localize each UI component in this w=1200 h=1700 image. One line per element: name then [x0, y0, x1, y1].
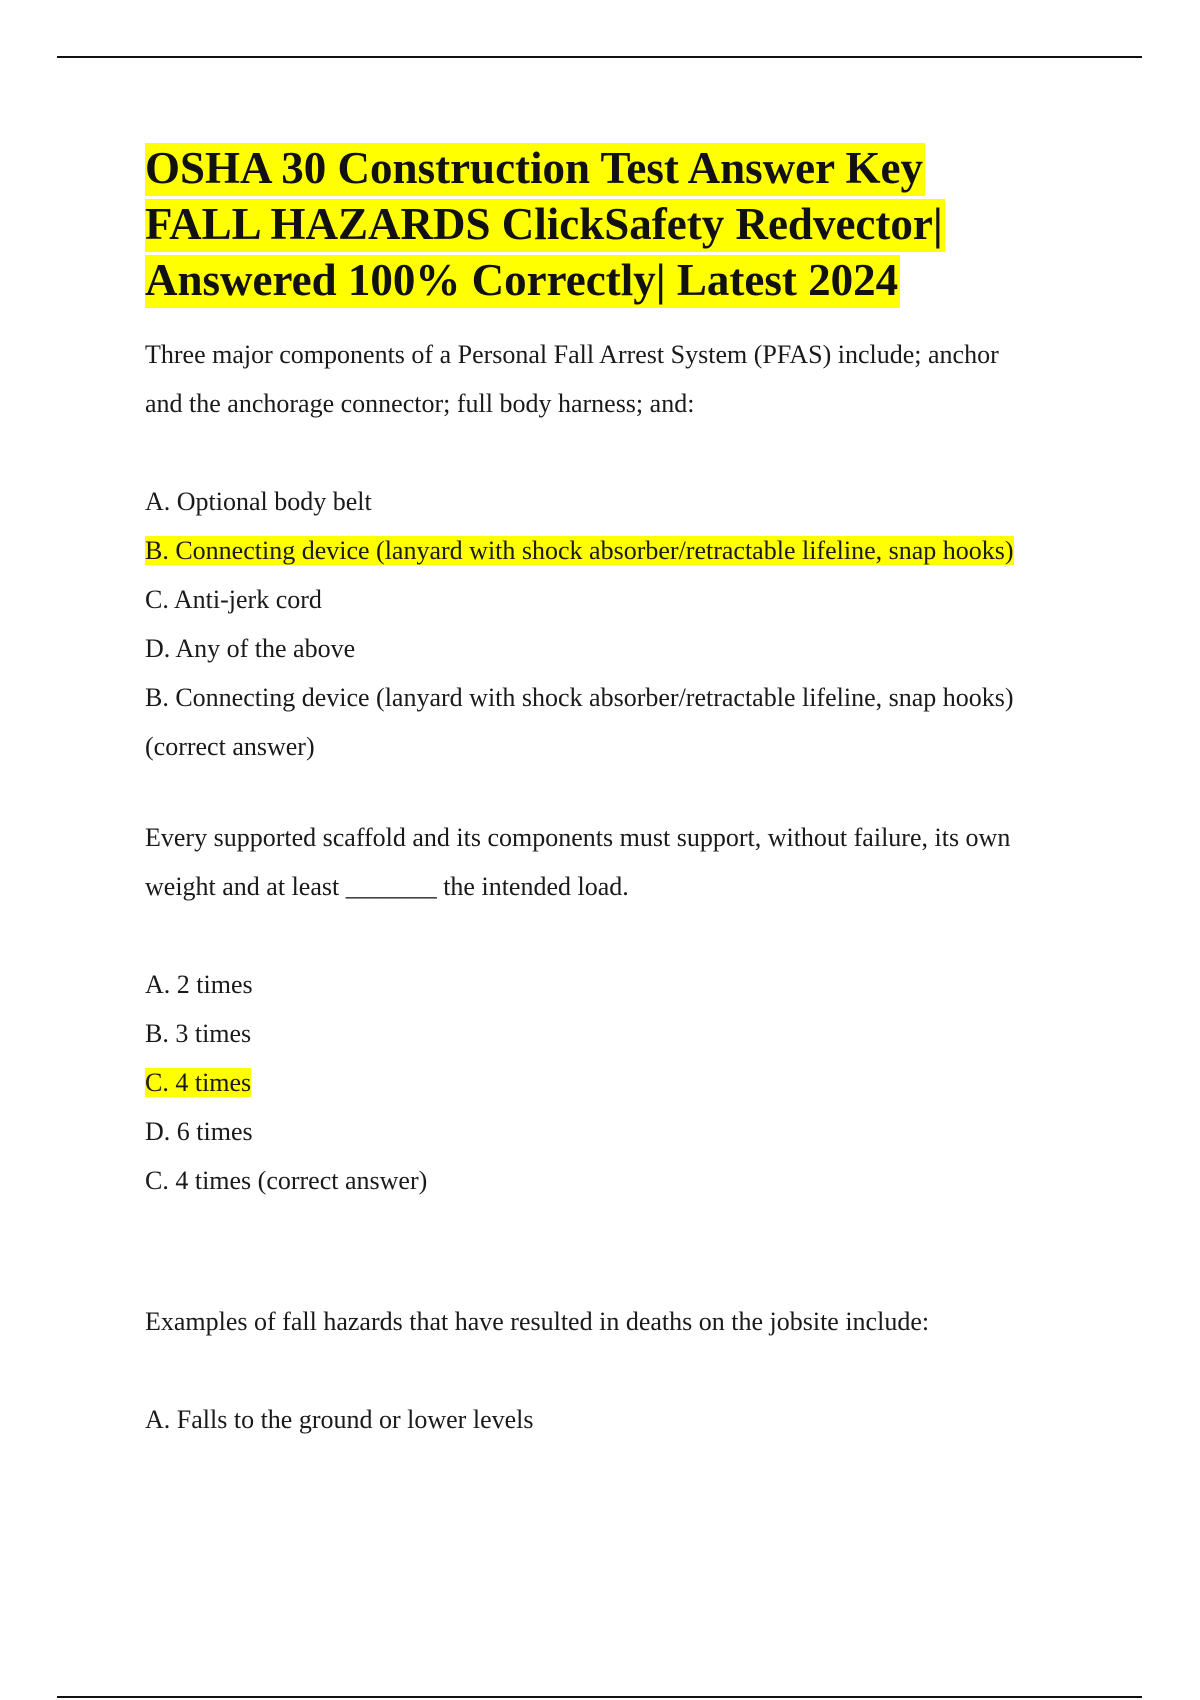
question-3-option-a — [145, 1395, 1105, 1444]
document-body — [145, 140, 1105, 1444]
question-1-answer-line-1: B. Connecting device (lanyard with shock absorber/retractable lifeline, snap hooks) — [145, 683, 1014, 712]
document-title — [145, 140, 1105, 308]
question-2-prompt — [145, 813, 1105, 911]
question-3-prompt — [145, 1297, 1105, 1346]
top-divider — [57, 56, 1142, 58]
option-text: A. Falls to the ground or lower levels — [145, 1405, 534, 1434]
question-2-prompt-line-1: Every supported scaffold and its components must support, without failure, its own — [145, 823, 1011, 852]
question-2-option-c — [145, 1058, 1105, 1107]
highlighted-option-text: B. Connecting device (lanyard with shock absorber/retractable lifeline, snap hooks) — [145, 536, 1014, 565]
question-1-prompt — [145, 330, 1105, 428]
title-line-3: Answered 100% Correctly| Latest 2024 — [145, 255, 900, 308]
question-2-answer-line-1: C. 4 times (correct answer) — [145, 1166, 428, 1195]
question-1-option-d — [145, 624, 1105, 673]
question-1-options — [145, 477, 1105, 673]
option-text: B. 3 times — [145, 1019, 252, 1048]
question-1-answer — [145, 673, 1105, 771]
question-1-prompt-line-2: and the anchorage connector; full body harness; and: — [145, 389, 695, 418]
question-2-answer — [145, 1156, 1105, 1205]
option-text: D. Any of the above — [145, 634, 356, 663]
option-text: C. Anti-jerk cord — [145, 585, 322, 614]
question-3-options — [145, 1395, 1105, 1444]
question-2-prompt-line-2: weight and at least _______ the intended load. — [145, 872, 629, 901]
question-1-option-c — [145, 575, 1105, 624]
question-2-option-a — [145, 960, 1105, 1009]
highlighted-option-text: C. 4 times — [145, 1068, 252, 1097]
option-text: D. 6 times — [145, 1117, 253, 1146]
title-line-2: FALL HAZARDS ClickSafety Redvector| — [145, 199, 945, 252]
question-1-option-b — [145, 526, 1105, 575]
question-2 — [145, 813, 1105, 1205]
question-2-options — [145, 960, 1105, 1156]
bottom-divider — [57, 1696, 1142, 1698]
question-2-option-d — [145, 1107, 1105, 1156]
question-3-prompt-line-1: Examples of fall hazards that have resulted in deaths on the jobsite include: — [145, 1307, 930, 1336]
question-1-answer-line-2: (correct answer) — [145, 732, 315, 761]
question-1-option-a — [145, 477, 1105, 526]
option-text: A. Optional body belt — [145, 487, 372, 516]
question-2-option-b — [145, 1009, 1105, 1058]
question-3 — [145, 1297, 1105, 1444]
question-1-prompt-line-1: Three major components of a Personal Fall Arrest System (PFAS) include; anchor — [145, 340, 999, 369]
option-text: A. 2 times — [145, 970, 253, 999]
question-1 — [145, 330, 1105, 771]
title-line-1: OSHA 30 Construction Test Answer Key — [145, 143, 925, 196]
